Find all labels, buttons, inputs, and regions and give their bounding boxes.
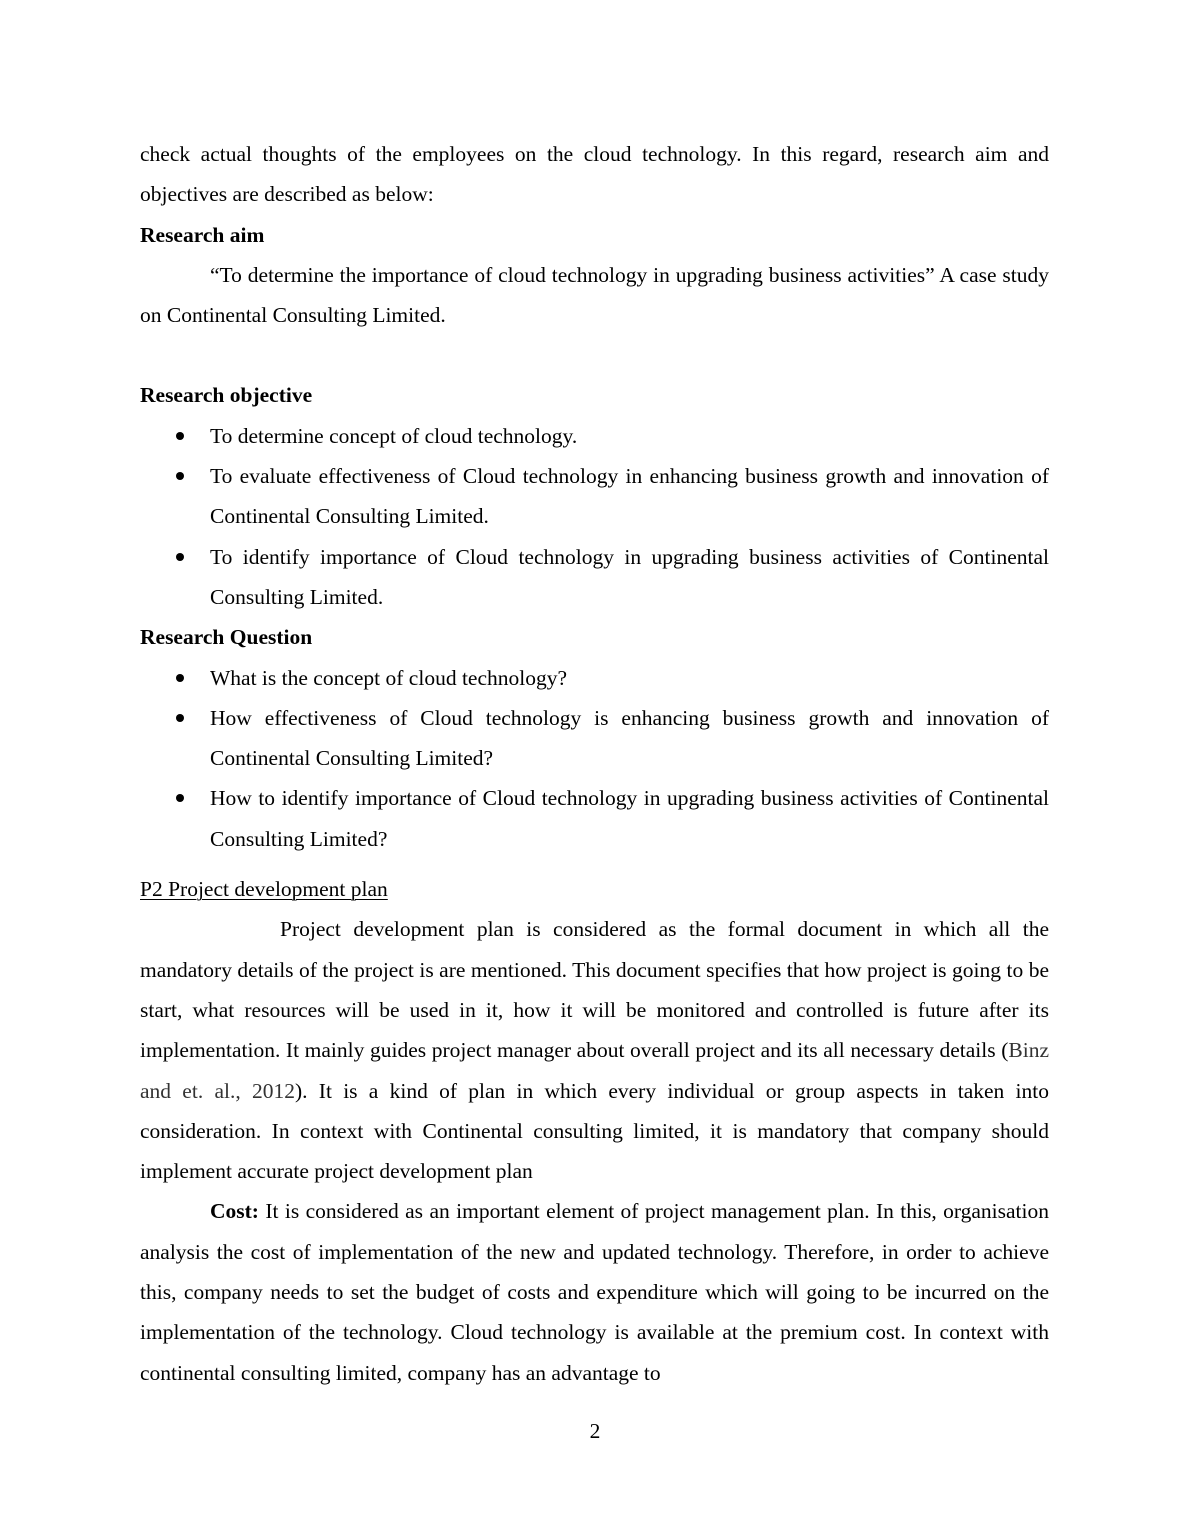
bullet-icon	[176, 432, 184, 440]
citation: Binz and et. al., 2012	[140, 1038, 1049, 1103]
cost-label: Cost:	[210, 1199, 259, 1224]
cost-text: It is considered as an important element of project management plan. In this, organisation analysis the cost of implementation of the new and updated technology. Therefore, in order to achieve this, company needs to set the budget of costs and expenditure which will going to be incurred on the implementation of the technology. Cloud technology is available at the premium cost. In context with continental consulting limited, company has an advantage to	[140, 1199, 1049, 1385]
bullet-icon	[176, 674, 184, 682]
research-aim-text: “To determine the importance of cloud technology in upgrading business activities” A case study on Continental Consulting Limited.	[140, 262, 1049, 328]
p2-paragraph	[140, 909, 1049, 1191]
list-item-text: What is the concept of cloud technology?	[210, 665, 568, 690]
research-objective-heading: Research objective	[140, 383, 313, 408]
bullet-icon	[176, 714, 184, 722]
research-aim-heading: Research aim	[140, 222, 265, 247]
p2-section-title: P2 Project development plan	[140, 877, 388, 902]
list-item	[140, 537, 1049, 618]
research-question-heading: Research Question	[140, 625, 313, 650]
intro-paragraph: check actual thoughts of the employees on the cloud technology. In this regard, research aim and objectives are described as below:	[140, 142, 1049, 207]
bullet-icon	[176, 553, 184, 561]
p2-text-start: Project development plan is considered as the formal document in which all the mandatory details of the project is are mentioned. This document specifies that how project is going to be start, what resources will be used in it, how it will be monitored and controlled is future after its implementation. It mainly guides project manager about overall project and its all necessary details (	[140, 917, 1049, 1063]
list-item-text: To determine concept of cloud technology.	[210, 423, 578, 448]
p2-text-end: ). It is a kind of plan in which every individual or group aspects in taken into consideration. In context with Continental consulting limited, it is mandatory that company should implement accurate project development plan	[140, 1078, 1050, 1184]
research-question-list	[140, 658, 1049, 859]
list-item	[140, 658, 1049, 698]
cost-paragraph	[140, 1191, 1049, 1392]
list-item-text: To identify importance of Cloud technology in upgrading business activities of Continental Consulting Limited.	[210, 544, 1049, 609]
list-item	[140, 416, 1049, 456]
bullet-icon	[176, 472, 184, 480]
spacer	[140, 335, 1049, 375]
list-item-text: How to identify importance of Cloud technology in upgrading business activities of Continental Consulting Limited?	[210, 786, 1049, 851]
list-item	[140, 778, 1049, 859]
page-number: 2	[589, 1419, 601, 1443]
list-item	[140, 456, 1049, 537]
list-item	[140, 698, 1049, 779]
list-item-text: How effectiveness of Cloud technology is enhancing business growth and innovation of Continental Consulting Limited?	[210, 705, 1049, 771]
research-objective-list	[140, 416, 1049, 617]
bullet-icon	[176, 794, 184, 802]
document-page	[140, 134, 1049, 1393]
list-item-text: To evaluate effectiveness of Cloud technology in enhancing business growth and innovation of Continental Consulting Limited.	[210, 464, 1049, 529]
